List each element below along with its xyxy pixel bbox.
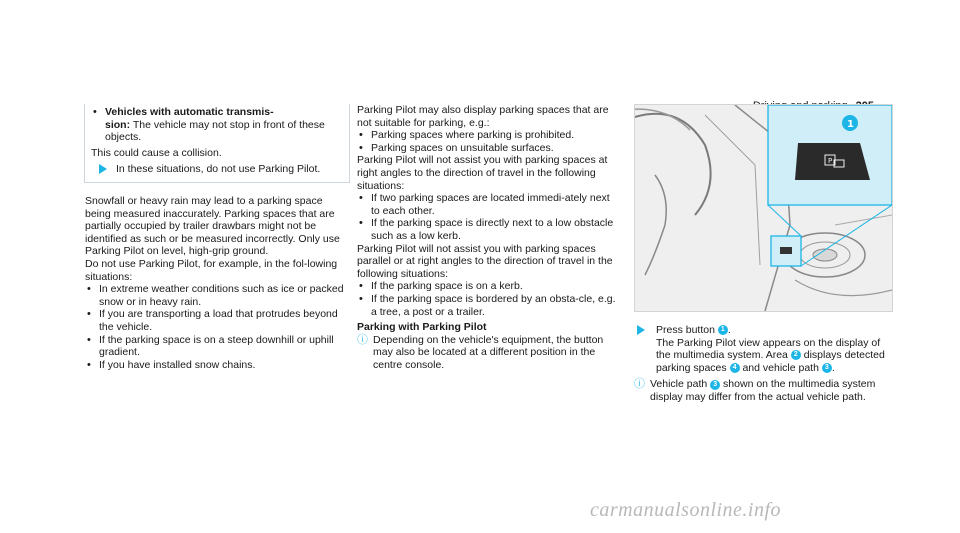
info-note: [357, 334, 619, 372]
warning-bullet-bold: Vehicles with automatic transmis- sion:: [105, 106, 274, 131]
callout-3-badge: 3: [710, 380, 720, 390]
callout-4-badge: 4: [730, 363, 740, 373]
warning-action: [91, 163, 341, 176]
list-item: • If the parking space is on a kerb.: [357, 280, 619, 293]
list-item: • If the parking space is on a steep downhill or uphill gradient.: [85, 334, 349, 359]
warning-consequence: This could cause a collision.: [91, 146, 222, 159]
action-arrow-icon: [99, 164, 107, 174]
list-item: • Parking spaces on unsuitable surfaces.: [357, 142, 619, 155]
warning-bullet-text: The vehicle may not stop in front of these objects.: [105, 118, 325, 144]
callout-1-badge: 1: [718, 325, 728, 335]
action-step: Press button 1 . The Parking Pilot view appears on the display of the multimedia system. Area 2 displays detected parking spaces 4 and vehicle path 3 .: [634, 324, 894, 374]
dashboard-illustration: [634, 104, 893, 312]
list-item: • If the parking space is directly next to a low obstacle such as a low kerb.: [357, 217, 619, 242]
callout-3-badge: 3: [822, 363, 832, 373]
column-right: [634, 104, 894, 404]
callout-2-badge: 2: [791, 350, 801, 360]
warning-box: [84, 104, 350, 183]
note-text-2: shown on the multimedia system display may differ from the actual vehicle path.: [650, 378, 876, 403]
watermark-text: carmanualsonline.info: [590, 499, 782, 521]
action-result-3: and vehicle path: [739, 361, 822, 374]
paragraph: Snowfall or heavy rain may lead to a parking space being measured inaccurately. Parking spaces that are partially occupied by trailer drawbars might not be identified as such or be measured incorrectly. Only use Parking Pilot on level, high-grip ground.: [85, 194, 340, 258]
right-angle-list: [357, 192, 619, 242]
parallel-list: [357, 280, 619, 318]
figure-callout: 1: [847, 119, 854, 130]
action-text: Press button: [656, 324, 718, 336]
list-item: • In extreme weather conditions such as ice or packed snow or in heavy rain.: [85, 283, 349, 308]
list-item: • If the parking space is bordered by an obsta-cle, e.g. a tree, a post or a trailer.: [357, 293, 619, 318]
info-icon: ⓘ: [634, 378, 645, 391]
action-arrow-icon: [637, 325, 645, 335]
svg-text:P: P: [828, 157, 833, 165]
section-heading: Parking with Parking Pilot: [357, 321, 487, 334]
list-item: • If you have installed snow chains.: [85, 359, 349, 372]
note-text: Depending on the vehicle's equipment, the button may also be located at a different position in the centre console.: [373, 333, 604, 371]
note-text: Vehicle path: [650, 378, 711, 391]
paragraph: Parking Pilot will not assist you with parking spaces at right angles to the direction of travel in the following situations:: [357, 154, 608, 192]
column-middle: [357, 104, 619, 371]
action-result-2: displays detected parking spaces: [656, 349, 885, 374]
action-result: The Parking Pilot view appears on the display of the multimedia system. Area: [656, 336, 881, 362]
paragraph: Parking Pilot may also display parking spaces that are not suitable for parking, e.g.:: [357, 104, 609, 129]
unsuitable-list: [357, 129, 619, 154]
list-item: • Parking spaces where parking is prohibited.: [357, 129, 619, 142]
list-item: • If two parking spaces are located immedi-ately next to each other.: [357, 192, 619, 217]
column-left: [85, 104, 349, 371]
list-item: • If you are transporting a load that protrudes beyond the vehicle.: [85, 308, 349, 333]
paragraph: Parking Pilot will not assist you with parking spaces parallel or at right angles to the direction of travel in the following situations:: [357, 242, 613, 280]
console-drawing: [635, 105, 892, 311]
info-note: [634, 378, 894, 403]
info-icon: ⓘ: [357, 333, 368, 346]
situations-list: [85, 283, 349, 371]
warning-bullet: [91, 106, 341, 144]
warning-action-text: In these situations, do not use Parking Pilot.: [116, 163, 321, 176]
paragraph: Do not use Parking Pilot, for example, in the fol-lowing situations:: [85, 257, 338, 283]
